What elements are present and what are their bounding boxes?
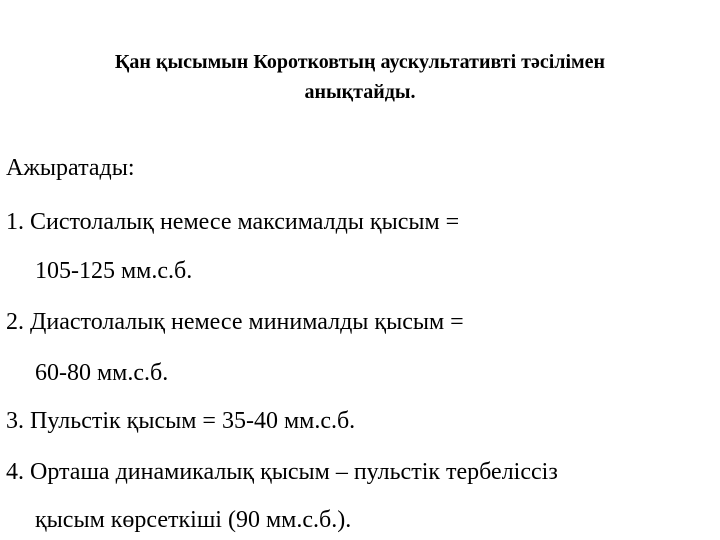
list-item-1-line-2: 105-125 мм.с.б. <box>35 258 193 284</box>
list-item-4-line-1: 4. Орташа динамикалық қысым – пульстік тербеліссіз <box>6 459 558 485</box>
list-item-2-line-2: 60-80 мм.с.б. <box>35 360 169 386</box>
list-item-2-line-1: 2. Диастолалық немесе минималды қысым = <box>6 309 464 335</box>
title-line-2: анықтайды. <box>304 81 416 103</box>
title-line-1: Қан қысымын Коротковтың аускультативті тәсілімен <box>114 51 606 73</box>
list-item-1-line-1: 1. Систолалық немесе максималды қысым = <box>6 209 460 235</box>
list-item-4-line-2: қысым көрсеткіші (90 мм.с.б.). <box>35 507 352 533</box>
list-item-3-line-1: 3. Пульстік қысым = 35-40 мм.с.б. <box>6 408 356 434</box>
section-heading: Ажыратады: <box>6 155 135 181</box>
slide-title <box>40 47 680 107</box>
